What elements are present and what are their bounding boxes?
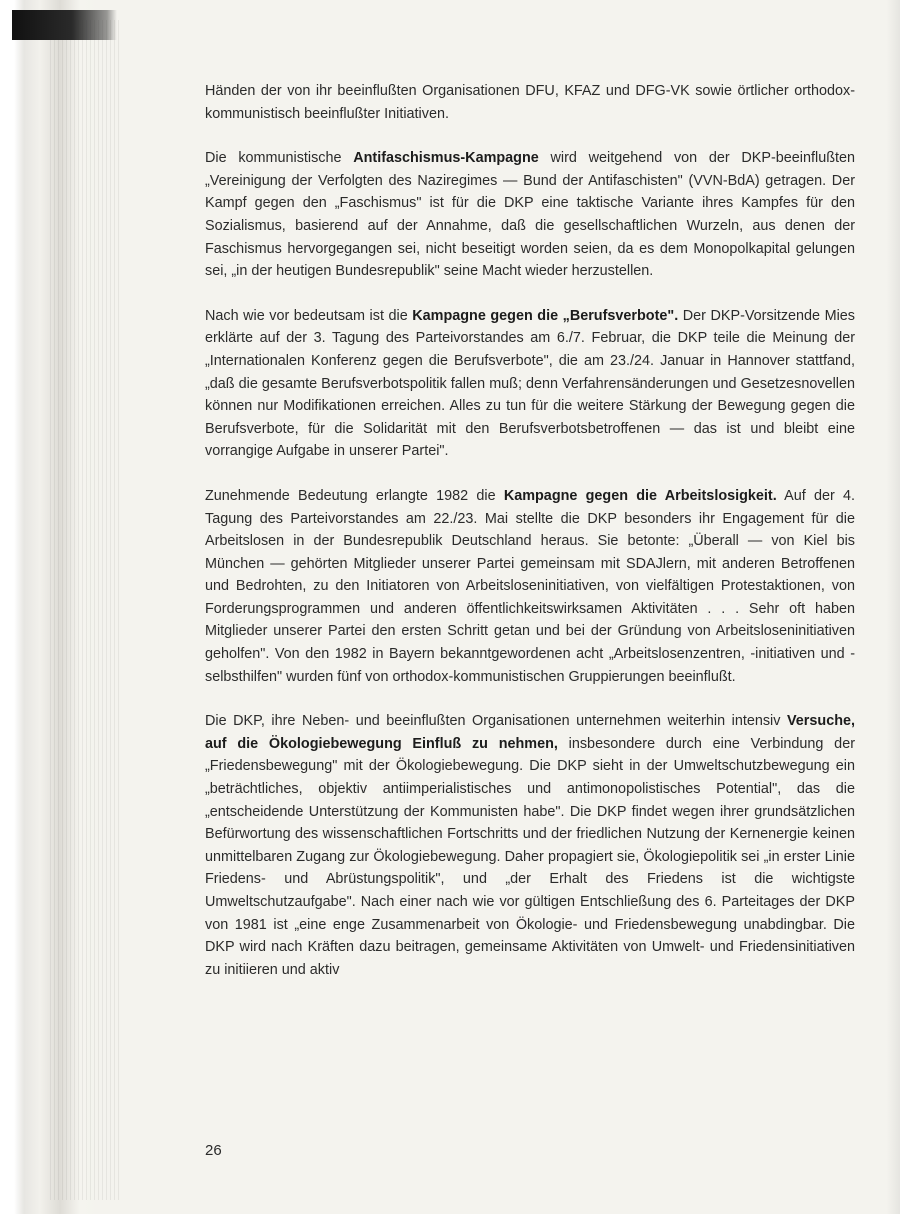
paragraph-text: Auf der 4. Tagung des Parteivorstandes am 22./23. Mai stellte die DKP besonders ihr Engagement für die Arbeitslosen in der Bundesrepublik Deutschland heraus. Sie betonte: „Überall — von Kiel bis München — gehörten Mitglieder unserer Partei gemeinsam mit SDAJlern, mit anderen Betroffenen und Bedrohten, zu den Initiatoren von Arbeitsloseninitiativen, von vielfältigen Protestaktionen, von Forderungsprogrammen und anderen öffentlichkeitswirksamen Aktivitäten . . . Sehr oft haben Mitglieder unserer Partei den ersten Schritt getan und bei der Gründung von Arbeitsloseninitiativen geholfen". Von den 1982 in Bayern bekanntgewordenen acht „Arbeitslosenzentren, -initiativen und -selbsthilfen" wurden fünf von orthodox-kommunistischen Gruppierungen beeinflußt. bbox=[205, 487, 856, 685]
page-right-edge bbox=[886, 0, 900, 1214]
paragraph-heading-bold: Kampagne gegen die Arbeitslosigkeit. bbox=[503, 487, 777, 504]
paragraph-continuation bbox=[205, 80, 855, 125]
paragraph-text: Zunehmende Bedeutung erlangte 1982 die bbox=[205, 487, 504, 504]
paragraph-berufsverbote bbox=[205, 305, 855, 463]
binding-shadow bbox=[12, 10, 117, 40]
paragraph-heading-bold: Versuche, auf die Ökologiebewegung Einfluß zu nehmen, bbox=[205, 713, 855, 752]
paragraph-text: Nach wie vor bedeutsam ist die bbox=[205, 307, 413, 324]
paragraph-oekologie bbox=[205, 710, 855, 981]
paragraph-text: wird weitgehend von der DKP-beeinflußten „Vereinigung der Verfolgten des Naziregimes — Bund der Antifaschisten" (VVN-BdA) getragen. Der Kampf gegen den „Faschismus" ist für die DKP eine taktische Variante ihres Kampfes für den Sozialismus, basierend auf der Annahme, daß die gesellschaftlichen Wurzeln, aus denen der Faschismus hervorgegangen sei, nicht beseitigt worden seien, da es dem Monopolkapital gelungen sei, „in der heutigen Bundesrepublik" seine Macht wieder herzustellen. bbox=[205, 150, 856, 280]
paragraph-antifaschismus bbox=[205, 147, 855, 283]
page-body bbox=[205, 80, 855, 1003]
paragraph-heading-bold: Antifaschismus-Kampagne bbox=[353, 150, 539, 167]
paragraph-text: Händen der von ihr beeinflußten Organisationen DFU, KFAZ und DFG-VK sowie örtlicher orthodox-kommunistisch beeinflußter Initiativen. bbox=[205, 83, 855, 122]
paragraph-heading-bold: Kampagne gegen die „Berufsverbote". bbox=[412, 307, 679, 324]
paragraph-arbeitslosigkeit bbox=[205, 485, 855, 688]
paragraph-text: Die DKP, ihre Neben- und beeinflußten Organisationen unternehmen weiterhin intensiv bbox=[205, 713, 787, 730]
paragraph-text: insbesondere durch eine Verbindung der „Friedensbewegung" mit der Ökologiebewegung. Die DKP sieht in der Umweltschutzbewegung ein „beträchtliches, objektiv antiimperialistisches und antimonopolistisches Potential", das die „entscheidende Unterstützung der Kommunisten habe". Die DKP findet wegen ihrer grundsätzlichen Befürwortung des wissenschaftlichen Fortschritts und der friedlichen Nutzung der Kernenergie keinen unmittelbaren Zugang zur Ökologiebewegung. Daher propagiert sie, Ökologiepolitik sei „in erster Linie Friedens- und Abrüstungspolitik", und „der Erhalt des Friedens ist die wichtigste Umweltschutzaufgabe". Nach einer nach wie vor gültigen Entschließung des 6. Parteitages der DKP von 1981 ist „eine enge Zusammenarbeit von Ökologie- und Friedensbewegung unabdingbar. Die DKP wird nach Kräften dazu beitragen, gemeinsame Aktivitäten von Umwelt- und Friedensinitiativen zu initiieren und aktiv bbox=[205, 735, 855, 978]
paragraph-text: Die kommunistische bbox=[205, 150, 354, 167]
paragraph-text: Der DKP-Vorsitzende Mies erklärte auf der 3. Tagung des Parteivorstandes am 6./7. Februar, die DKP teile die Meinung der „Internationalen Konferenz gegen die Berufsverbote", die am 23./24. Januar in Hannover stattfand, „daß die gesamte Berufsverbotspolitik fallen muß; denn Verfahrensänderungen und Gesetzesnovellen können nur Modifikationen erreichen. Alles zu tun für die weitere Stärkung der Bewegung gegen die Berufsverbote, für die Solidarität mit den Berufsverbotsbetroffenen — das ist und bleibt eine vorrangige Aufgabe in unserer Partei". bbox=[205, 307, 855, 460]
page-number: 26 bbox=[205, 1142, 222, 1159]
page-stack-edges bbox=[50, 20, 120, 1200]
